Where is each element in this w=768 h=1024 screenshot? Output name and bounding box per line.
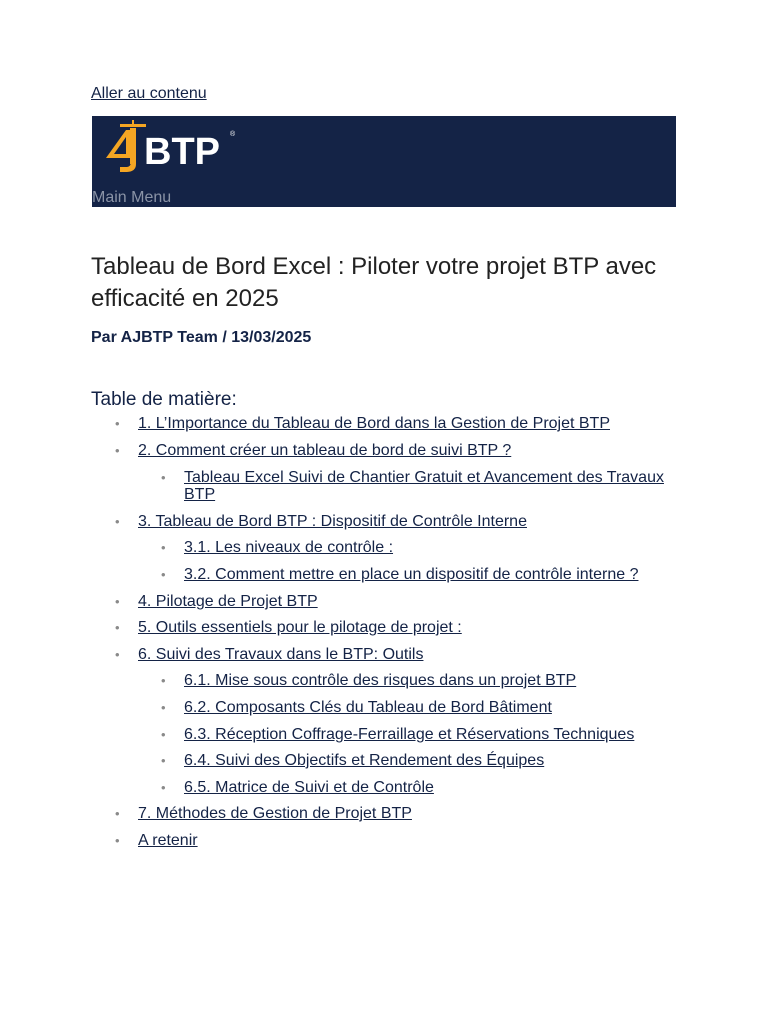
toc-item — [115, 415, 678, 432]
toc-item — [115, 646, 678, 663]
toc-item — [161, 779, 674, 796]
bullet-icon: • — [161, 470, 166, 485]
site-header — [92, 116, 676, 207]
logo-wordmark: BTP — [144, 131, 220, 173]
toc-link[interactable]: 6.3. Réception Coffrage-Ferraillage et Réservations Techniques — [184, 726, 635, 743]
toc-link[interactable]: 7. Méthodes de Gestion de Projet BTP — [138, 805, 412, 822]
toc-link[interactable]: 6.2. Composants Clés du Tableau de Bord Bâtiment — [184, 699, 552, 716]
toc-title: Table de matière: — [91, 389, 237, 410]
bullet-icon: • — [115, 833, 120, 848]
toc-item — [161, 566, 674, 583]
bullet-icon: • — [115, 443, 120, 458]
site-logo[interactable] — [100, 120, 240, 174]
toc-link[interactable]: 1. L’Importance du Tableau de Bord dans la Gestion de Projet BTP — [138, 415, 610, 432]
toc-item — [161, 539, 674, 556]
bullet-icon: • — [161, 673, 166, 688]
toc-link[interactable]: 6.1. Mise sous contrôle des risques dans un projet BTP — [184, 672, 577, 689]
main-menu-toggle[interactable]: Main Menu — [92, 189, 172, 206]
toc-item — [115, 513, 678, 530]
toc-link[interactable]: 6. Suivi des Travaux dans le BTP: Outils — [138, 646, 424, 663]
toc-link[interactable]: 3.2. Comment mettre en place un dispositif de contrôle interne ? — [184, 566, 639, 583]
toc-item — [161, 699, 674, 716]
toc-link[interactable]: 6.4. Suivi des Objectifs et Rendement des Équipes — [184, 752, 545, 769]
bullet-icon: • — [161, 567, 166, 582]
bullet-icon: • — [115, 594, 120, 609]
bullet-icon: • — [115, 806, 120, 821]
bullet-icon: • — [115, 416, 120, 431]
bullet-icon: • — [161, 753, 166, 768]
post-meta: Par AJBTP Team / 13/03/2025 — [91, 329, 312, 346]
bullet-icon: • — [161, 540, 166, 555]
bullet-icon: • — [115, 620, 120, 635]
toc-link[interactable]: 3. Tableau de Bord BTP : Dispositif de Contrôle Interne — [138, 513, 527, 530]
bullet-icon: • — [161, 727, 166, 742]
page-title: Tableau de Bord Excel : Piloter votre projet BTP avec efficacité en 2025 — [91, 253, 657, 312]
toc-item — [161, 726, 674, 743]
skip-to-content-link[interactable]: Aller au contenu — [91, 85, 207, 102]
toc-item — [161, 752, 674, 769]
toc-link[interactable]: 3.1. Les niveaux de contrôle : — [184, 539, 394, 556]
toc-item — [115, 442, 678, 459]
toc-item — [115, 832, 678, 849]
toc-link[interactable]: Tableau Excel Suivi de Chantier Gratuit et Avancement des Travaux BTP — [184, 469, 664, 503]
toc-item — [161, 672, 674, 689]
toc-link[interactable]: 2. Comment créer un tableau de bord de suivi BTP ? — [138, 442, 512, 459]
ajbtp-logo-icon — [100, 120, 240, 174]
toc-link[interactable]: 5. Outils essentiels pour le pilotage de projet : — [138, 619, 462, 636]
svg-text:®: ® — [230, 131, 236, 138]
bullet-icon: • — [161, 780, 166, 795]
toc-item — [115, 619, 678, 636]
toc-item — [115, 593, 678, 610]
bullet-icon: • — [115, 514, 120, 529]
toc-item — [115, 805, 678, 822]
toc-item — [161, 469, 674, 503]
bullet-icon: • — [115, 647, 120, 662]
toc-link[interactable]: 4. Pilotage de Projet BTP — [138, 593, 318, 610]
bullet-icon: • — [161, 700, 166, 715]
toc-link[interactable]: 6.5. Matrice de Suivi et de Contrôle — [184, 779, 434, 796]
toc-link[interactable]: A retenir — [138, 832, 198, 849]
